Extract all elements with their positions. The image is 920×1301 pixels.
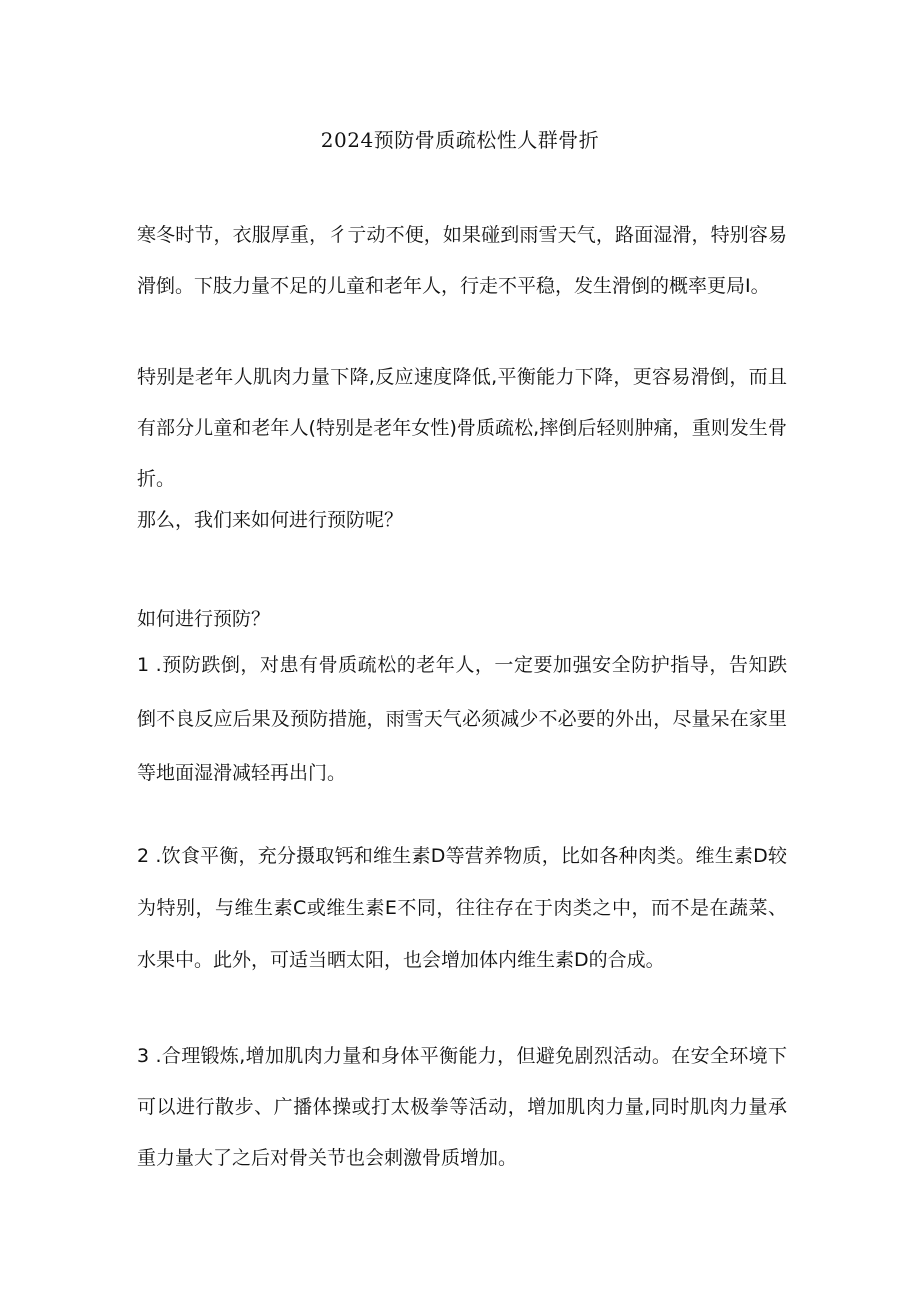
- document-title: 2024预防骨质疏松性人群骨折: [320, 128, 600, 152]
- list-item-fall-prevention: 1 .预防跌倒，对患有骨质疏松的老年人，一定要加强安全防护指导，告知跌倒不良反应后果及预防措施，雨雪天气必须减少不必要的外出，尽量呆在家里等地面湿滑减轻再出门。: [137, 654, 787, 784]
- list-item-diet-balance: 2 .饮食平衡，充分摄取钙和维生素D等营养物质，比如各种肉类。维生素D较为特别，与维生素C或维生素E不同，往往存在于肉类之中，而不是在蔬菜、水果中。此外，可适当晒太阳，也会增加体内维生素D的合成。: [137, 845, 787, 971]
- list-item-exercise: 3 .合理锻炼,增加肌肉力量和身体平衡能力，但避免剧烈活动。在安全环境下可以进行散步、广播体操或打太极拳等活动，增加肌肉力量,同时肌肉力量承重力量大了之后对骨关节也会刺激骨质增加。: [137, 1045, 787, 1169]
- paragraph-winter-slippery: 寒冬时节，衣服厚重，彳亍动不便，如果碰到雨雪天气，路面湿滑，特别容易滑倒。下肢力量不足的儿童和老年人，行走不平稳，发生滑倒的概率更局I。: [137, 224, 787, 297]
- paragraph-elderly-risk: 特别是老年人肌肉力量下降,反应速度降低,平衡能力下降，更容易滑倒，而且有部分儿童和老年人(特别是老年女性)骨质疏松,摔倒后轻则肿痛，重则发生骨折。: [137, 366, 787, 490]
- section-heading-prevention: 如何进行预防？: [137, 608, 271, 630]
- paragraph-question: 那么，我们来如何进行预防呢？: [137, 509, 404, 531]
